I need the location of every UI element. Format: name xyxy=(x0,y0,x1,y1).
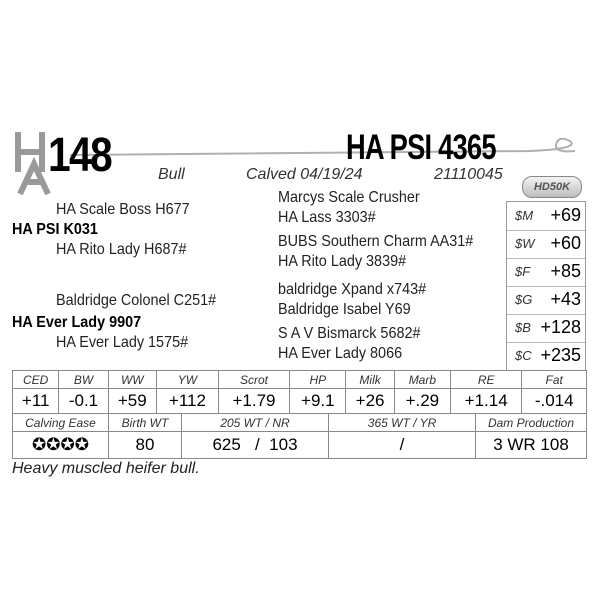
sire-dam: HA Rito Lady H687# xyxy=(56,241,187,258)
calving-date: Calved 04/19/24 xyxy=(246,166,363,183)
dollar-index-row xyxy=(507,314,585,343)
dollar-index-label: $M xyxy=(515,208,534,223)
dollar-index-label: $W xyxy=(515,236,535,251)
header-dam-production: Dam Production xyxy=(476,414,587,432)
dollar-index-value: +235 xyxy=(540,345,581,365)
epd-header-ww: WW xyxy=(108,371,156,389)
dollar-index-row xyxy=(507,258,585,287)
epd-value-row xyxy=(13,389,587,414)
epd-header-ced: CED xyxy=(13,371,59,389)
performance-table xyxy=(12,413,587,459)
epd-value-re: +1.14 xyxy=(450,389,521,414)
weight-205-value: 625 xyxy=(212,435,241,454)
weight-205-cell xyxy=(182,432,329,459)
performance-value-row xyxy=(13,432,587,459)
epd-value-fat: -.014 xyxy=(522,389,587,414)
dollar-index-row xyxy=(507,342,585,370)
pedigree-right-line: BUBS Southern Charm AA31# xyxy=(278,233,474,250)
pedigree-right-line: HA Lass 3303# xyxy=(278,209,376,226)
performance-header-row xyxy=(13,414,587,432)
epd-header-row xyxy=(13,371,587,389)
epd-value-yw: +112 xyxy=(157,389,219,414)
dollar-index-label: $B xyxy=(515,320,531,335)
dam: HA Ever Lady 9907 xyxy=(12,314,142,331)
epd-value-ww: +59 xyxy=(108,389,156,414)
weight-365-separator: / xyxy=(399,435,405,454)
dollar-index-row xyxy=(507,202,585,231)
dollar-index-value: +69 xyxy=(550,205,581,225)
sire-sire: HA Scale Boss H677 xyxy=(56,201,190,218)
epd-header-milk: Milk xyxy=(346,371,394,389)
epd-value-milk: +26 xyxy=(346,389,394,414)
birth-weight-value: 80 xyxy=(109,432,182,459)
epd-value-bw: -0.1 xyxy=(59,389,108,414)
epd-table xyxy=(12,370,587,414)
dollar-index-row xyxy=(507,230,585,259)
epd-header-hp: HP xyxy=(290,371,346,389)
dollar-index-value: +85 xyxy=(550,261,581,281)
pedigree-right-line: HA Rito Lady 3839# xyxy=(278,253,407,270)
weight-205-ratio: 103 xyxy=(269,435,298,454)
dollar-index-value: +128 xyxy=(540,317,581,337)
dollar-index-row xyxy=(507,286,585,315)
animal-sex: Bull xyxy=(158,166,185,183)
epd-header-marb: Marb xyxy=(394,371,450,389)
rope-divider-icon xyxy=(60,135,590,165)
pedigree-right-line: HA Ever Lady 8066 xyxy=(278,345,403,362)
hd50k-badge: HD50K xyxy=(522,176,582,198)
pedigree-right-line: baldridge Xpand x743# xyxy=(278,281,427,298)
header-205-weight: 205 WT / NR xyxy=(182,414,329,432)
pedigree-right-line: S A V Bismarck 5682# xyxy=(278,325,421,342)
dollar-index-value: +60 xyxy=(550,233,581,253)
pedigree-right-line: Marcys Scale Crusher xyxy=(278,189,420,206)
animal-name: HA PSI 4365 xyxy=(346,128,496,167)
epd-value-ced: +11 xyxy=(13,389,59,414)
epd-header-re: RE xyxy=(450,371,521,389)
epd-value-scrot: +1.79 xyxy=(218,389,289,414)
weight-205-separator: / xyxy=(254,435,260,454)
epd-header-scrot: Scrot xyxy=(218,371,289,389)
weight-365-cell xyxy=(329,432,476,459)
dollar-index-label: $G xyxy=(515,292,533,307)
epd-value-marb: +.29 xyxy=(394,389,450,414)
comment-text: Heavy muscled heifer bull. xyxy=(12,460,200,477)
header-birth-weight: Birth WT xyxy=(109,414,182,432)
header-calving-ease: Calving Ease xyxy=(13,414,109,432)
epd-header-bw: BW xyxy=(59,371,108,389)
epd-header-yw: YW xyxy=(157,371,219,389)
sire: HA PSI K031 xyxy=(12,221,98,238)
lot-number: 148 xyxy=(48,129,111,182)
epd-value-hp: +9.1 xyxy=(290,389,346,414)
dollar-index-value: +43 xyxy=(550,289,581,309)
dollar-index-box xyxy=(506,201,586,371)
epd-header-fat: Fat xyxy=(522,371,587,389)
dam-production-value: 3 WR 108 xyxy=(476,432,587,459)
header-365-weight: 365 WT / YR xyxy=(329,414,476,432)
dam-sire: Baldridge Colonel C251# xyxy=(56,292,217,309)
registration-number: 21110045 xyxy=(434,166,503,183)
dollar-index-label: $F xyxy=(515,264,531,279)
pedigree-right-line: Baldridge Isabel Y69 xyxy=(278,301,411,318)
calving-ease-stars-icon: ✪✪✪✪ xyxy=(13,432,109,459)
dam-dam: HA Ever Lady 1575# xyxy=(56,334,189,351)
dollar-index-label: $C xyxy=(515,348,532,363)
